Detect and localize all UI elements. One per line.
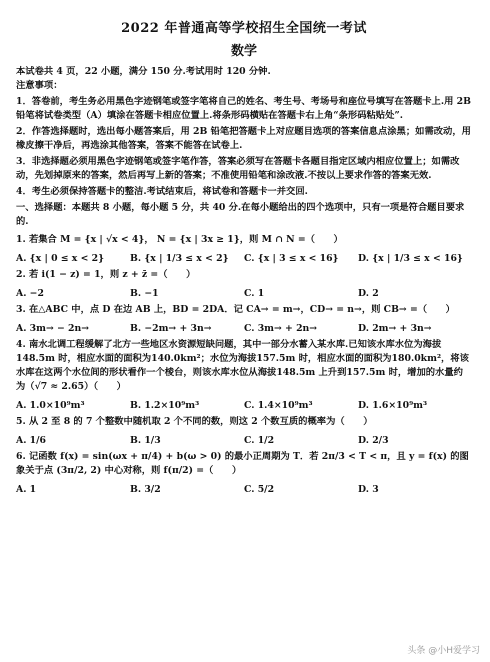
- note-item: 2．作答选择题时，选出每小题答案后，用 2B 铅笔把答题卡上对应题目选项的答案信息点涂黑；如需改动，用橡皮擦干净后，再选涂其他答案，答案不能答在试卷上.: [16, 126, 471, 151]
- section-heading: 一、选择题：本题共 8 小题，每小题 5 分，共 40 分.在每小题给出的四个选项中，只有一项是符合题目要求的.: [16, 202, 465, 227]
- option-a: A. 1/6: [16, 435, 47, 446]
- option-a: A. 1: [16, 484, 37, 495]
- option-b: B. 3/2: [130, 484, 161, 495]
- question-3-options: [16, 323, 472, 334]
- question-1-options: [16, 253, 472, 264]
- option-d: D. 2: [358, 288, 379, 299]
- watermark: 头条 @小H爱学习: [407, 646, 480, 656]
- option-c: C. 1.4×10⁹m³: [244, 400, 313, 411]
- exam-subject: 数学: [230, 44, 257, 59]
- question-6-stem: 6. 记函数 f(x) = sin(ωx + π/4) + b(ω > 0) 的最小正周期为 T．若 2π/3 < T < π，且 y = f(x) 的图象关于点 (3π/2, 2) 中心对称，则 f(π/2) =（ ）: [16, 451, 469, 476]
- question-4-options: [16, 400, 472, 411]
- option-d: D. 2m→ + 3n→: [358, 323, 432, 334]
- note-item: 1．答卷前，考生务必用黑色字迹钢笔或签字笔将自己的姓名、考生号、考场号和座位号填写在答题卡上.用 2B 铅笔将试卷类型（A）填涂在答题卡相应位置上.将条形码横贴在答题卡右上角“条形码粘贴处”.: [16, 96, 471, 121]
- option-a: A. 3m→ − 2n→: [16, 323, 90, 334]
- question-5-options: [16, 435, 472, 446]
- question-2-stem: 2. 若 i(1 − z) = 1，则 z + z̄ =（ ）: [16, 269, 196, 280]
- question-4-stem: 4. 南水北调工程缓解了北方一些地区水资源短缺问题，其中一部分水蓄入某水库.已知该水库水位为海拔148.5m 时，相应水面的面积为140.0km²；水位为海拔157.5m 时，相应水面的面积为180.0km²，将该水库在这两个水位间的形状看作一个棱台，则该水库水位从海拔148.5m 上升到157.5m 时，增加的水量约为（√7 ≈ 2.65）（ ）: [16, 339, 469, 392]
- option-a: A. 1.0×10⁹m³: [16, 400, 85, 411]
- option-a: A. {x | 0 ≤ x < 2}: [16, 253, 105, 264]
- option-d: D. 1.6×10⁹m³: [358, 400, 428, 411]
- option-b: B. {x | 1/3 ≤ x < 2}: [130, 253, 229, 264]
- option-c: C. 3m→ + 2n→: [244, 323, 318, 334]
- option-b: B. 1/3: [130, 435, 161, 446]
- note-item: 3．非选择题必须用黑色字迹钢笔或签字笔作答，答案必须写在答题卡各题目指定区域内相应位置上；如需改动，先划掉原来的答案，然后再写上新的答案；不准使用铅笔和涂改液.不按以上要求作答的答案无效.: [16, 156, 460, 181]
- option-d: D. {x | 1/3 ≤ x < 16}: [358, 253, 463, 264]
- notes-title: 注意事项：: [16, 80, 63, 91]
- option-b: B. 1.2×10⁹m³: [130, 400, 200, 411]
- option-c: C. 1: [244, 288, 265, 299]
- option-a: A. −2: [16, 288, 44, 299]
- question-5-stem: 5. 从 2 至 8 的 7 个整数中随机取 2 个不同的数，则这 2 个数互质的概率为（ ）: [16, 416, 373, 427]
- exam-title: 2022 年普通高等学校招生全国统一考试: [121, 21, 367, 36]
- option-c: C. 5/2: [244, 484, 275, 495]
- option-b: B. −1: [130, 288, 159, 299]
- option-d: D. 3: [358, 484, 379, 495]
- question-6-options: [16, 484, 472, 495]
- option-d: D. 2/3: [358, 435, 389, 446]
- note-item: 4．考生必须保持答题卡的整洁.考试结束后，将试卷和答题卡一并交回.: [16, 186, 308, 197]
- option-c: C. {x | 3 ≤ x < 16}: [244, 253, 339, 264]
- option-b: B. −2m→ + 3n→: [130, 323, 212, 334]
- option-c: C. 1/2: [244, 435, 275, 446]
- question-2-options: [16, 288, 472, 299]
- question-1-stem: 1. 若集合 M = {x | √x < 4}， N = {x | 3x ≥ 1}，则 M ∩ N =（ ）: [16, 234, 343, 245]
- exam-info: 本试卷共 4 页，22 小题，满分 150 分.考试用时 120 分钟.: [16, 66, 271, 77]
- question-3-stem: 3. 在△ABC 中，点 D 在边 AB 上，BD = 2DA．记 CA→ = m→，CD→ = n→，则 CB→ =（ ）: [16, 304, 455, 315]
